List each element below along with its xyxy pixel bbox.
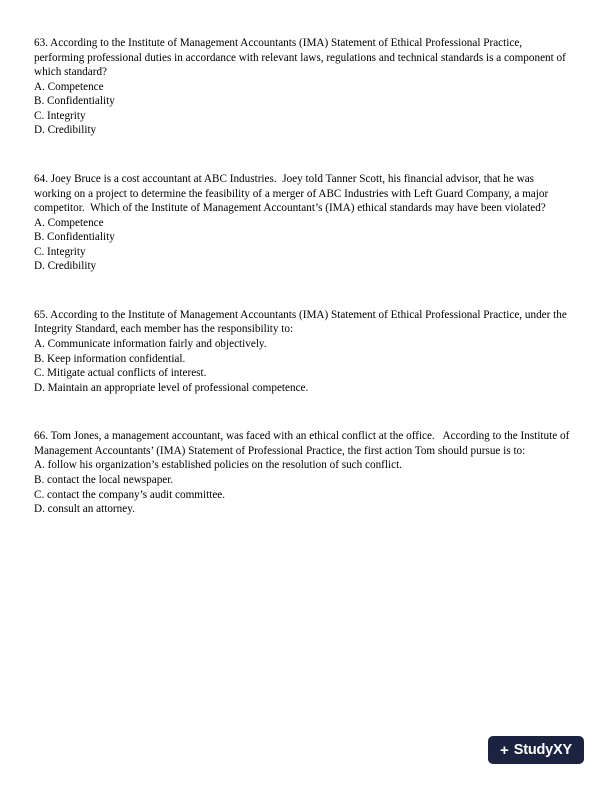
answer-choice-d: D. consult an attorney.: [34, 503, 135, 516]
answer-choice-a: A. Communicate information fairly and objectively.: [34, 338, 267, 350]
answer-choice-d: D. Credibility: [34, 124, 97, 137]
question-spacer: [34, 395, 574, 429]
watermark-label: StudyXY: [513, 741, 572, 758]
plus-icon: +: [500, 741, 509, 759]
question-block-66: [34, 429, 574, 516]
answer-choice-a: A. Competence: [34, 80, 104, 93]
answer-choice-b: B. Confidentiality: [34, 231, 115, 244]
question-text: 64. Joey Bruce is a cost accountant at ABC Industries. Joey told Tanner Scott, his financial advisor, that he was working on a project to determine the feasibility of a merger of ABC Industries with Left Guard Company, a major competitor. Which of the Institute of Management Accountant’s (IMA) ethical standards may have been violated?: [34, 172, 551, 215]
answer-choice-a: A. follow his organization’s established policies on the resolution of such conflict.: [34, 459, 402, 472]
answer-choice-b: B. Keep information confidential.: [34, 352, 186, 365]
answer-choice-c: C. Integrity: [34, 109, 86, 122]
question-spacer: [34, 138, 574, 172]
answer-choice-c: C. contact the company’s audit committee.: [34, 488, 226, 501]
question-block-64: [34, 172, 574, 274]
answer-choice-c: C. Mitigate actual conflicts of interest.: [34, 367, 207, 380]
question-text: 66. Tom Jones, a management accountant, was faced with an ethical conflict at the office. According to the Institute of Management Accountants’ (IMA) Statement of Professional Practice, the first action Tom should pursue is to:: [34, 430, 573, 457]
answer-choice-c: C. Integrity: [34, 245, 86, 258]
question-block-63: [34, 36, 574, 138]
question-block-65: [34, 308, 574, 395]
studyxy-watermark: [488, 736, 584, 764]
answer-choice-d: D. Credibility: [34, 260, 97, 273]
answer-choice-b: B. Confidentiality: [34, 95, 115, 108]
answer-choice-a: A. Competence: [34, 216, 104, 229]
answer-choice-d: D. Maintain an appropriate level of professional competence.: [34, 381, 309, 394]
question-spacer: [34, 274, 574, 308]
answer-choice-b: B. contact the local newspaper.: [34, 473, 174, 486]
question-text: 65. According to the Institute of Management Accountants (IMA) Statement of Ethical Professional Practice, under the Integrity Standard, each member has the responsibility to:: [34, 308, 570, 336]
question-text: 63. According to the Institute of Management Accountants (IMA) Statement of Ethical Professional Practice, performing professional duties in accordance with relevant laws, regulations and technical standards is a component of which standard?: [34, 37, 569, 79]
